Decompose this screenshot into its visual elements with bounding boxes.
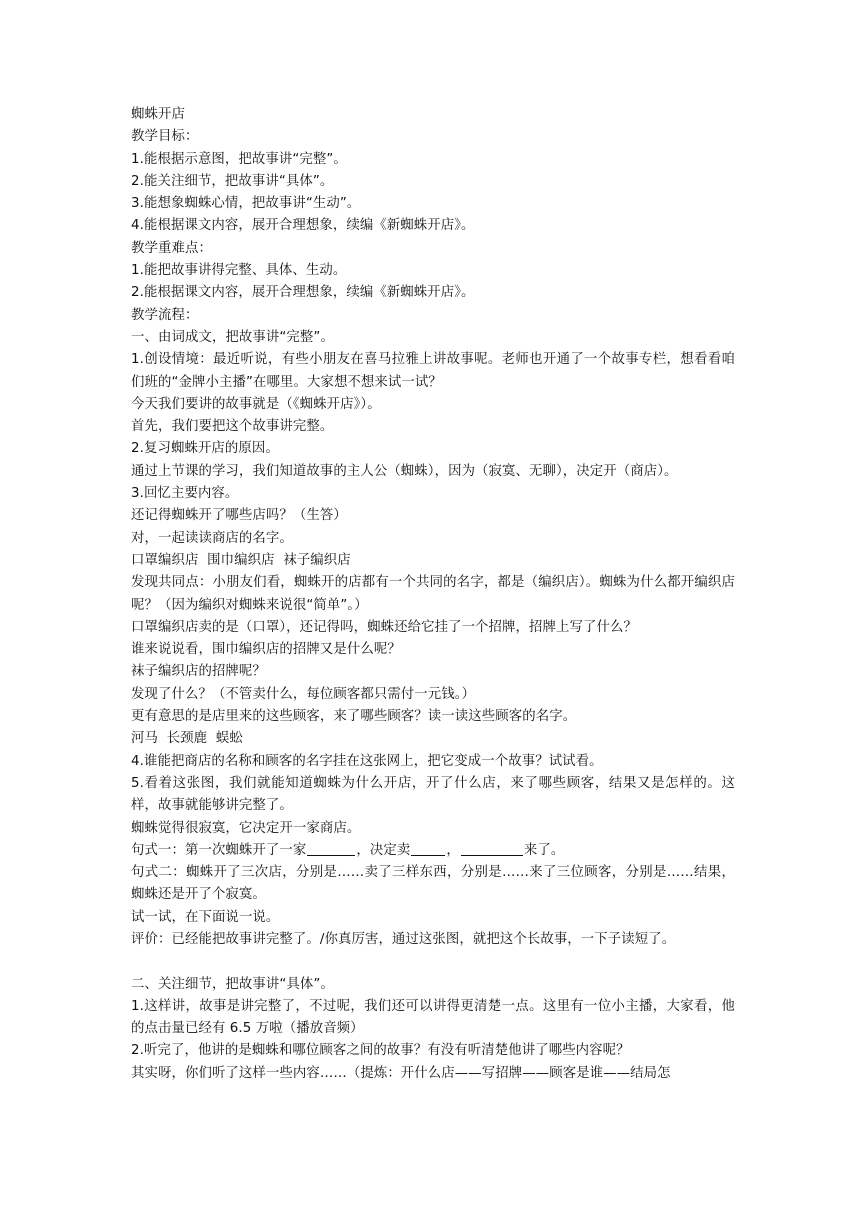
paragraph: 谁来说说看，围巾编织店的招牌又是什么呢？ (131, 642, 401, 658)
sentence-pattern-one (131, 840, 735, 862)
objective-item: 3.能想象蜘蛛心情，把故事讲“生动”。 (131, 196, 361, 212)
paragraph: 通过上节课的学习，我们知道故事的主人公（蜘蛛），因为（寂寞、无聊），决定开（商店）。 (131, 463, 678, 479)
paragraph: 对，一起读读商店的名字。 (131, 530, 293, 546)
keypoint-item: 2.能根据课文内容，展开合理想象，续编《新蜘蛛开店》。 (131, 285, 475, 301)
pattern-text: 来了。 (523, 842, 565, 858)
paragraph: 口罩编织店卖的是（口罩），还记得吗，蜘蛛还给它挂了一个招牌，招牌上写了什么？ (131, 619, 637, 635)
document-body (131, 104, 735, 1085)
fill-blank (461, 841, 523, 856)
paragraph: 更有意思的是店里来的这些顾客，来了哪些顾客？读一读这些顾客的名字。 (131, 709, 577, 725)
process-heading: 教学流程： (131, 307, 199, 323)
paragraph: 4.谁能把商店的名称和顾客的名字挂在这张网上，把它变成一个故事？试试看。 (131, 753, 603, 769)
paragraph: 蜘蛛觉得很寂寞，它决定开一家商店。 (131, 820, 361, 836)
document-title: 蜘蛛开店 (131, 107, 185, 122)
pattern-text: 句式一：第一次蜘蛛开了一家 (131, 842, 307, 858)
paragraph: 发现共同点：小朋友们看，蜘蛛开的店都有一个共同的名字，都是（编织店）。蜘蛛为什么都开编织店呢？（因为编织对蜘蛛来说很“简单”。） (131, 575, 735, 613)
paragraph: 5.看着这张图，我们就能知道蜘蛛为什么开店，开了什么店，来了哪些顾客，结果又是怎样的。这样，故事就能够讲完整了。 (131, 775, 735, 814)
paragraph: 1.这样讲，故事是讲完整了，不过呢，我们还可以讲得更清楚一点。这里有一位小主播，大家看，他的点击量已经有 6.5 万啦（播放音频） (131, 998, 735, 1037)
paragraph: 2.复习蜘蛛开店的原因。 (131, 441, 279, 457)
objective-item: 1.能根据示意图，把故事讲“完整”。 (131, 151, 347, 167)
customer-names: 河马 长颈鹿 蜈蚣 (131, 731, 243, 747)
fill-blank (307, 841, 355, 856)
paragraph: 2.听完了，他讲的是蜘蛛和哪位顾客之间的故事？有没有听清楚他讲了哪些内容呢？ (131, 1043, 630, 1059)
shop-names: 口罩编织店 围巾编织店 袜子编织店 (131, 552, 351, 568)
blank-line (131, 951, 735, 973)
section-heading: 二、关注细节，把故事讲“具体”。 (131, 976, 334, 992)
fill-blank (411, 841, 445, 856)
evaluation: 评价：已经能把故事讲完整了。/你真厉害，通过这张图，就把这个长故事，一下子读短了。 (131, 931, 676, 947)
paragraph: 今天我们要讲的故事就是（《蜘蛛开店》）。 (131, 396, 381, 412)
paragraph: 袜子编织店的招牌呢？ (131, 664, 266, 680)
keypoints-heading: 教学重难点： (131, 240, 212, 256)
pattern-text: ，决定卖 (356, 842, 411, 858)
paragraph: 试一试，在下面说一说。 (131, 909, 280, 925)
paragraph: 首先，我们要把这个故事讲完整。 (131, 419, 334, 435)
paragraph: 还记得蜘蛛开了哪些店吗？（生答） (131, 508, 347, 524)
keypoint-item: 1.能把故事讲得完整、具体、生动。 (131, 263, 347, 279)
paragraph: 发现了什么？（不管卖什么，每位顾客都只需付一元钱。） (131, 686, 476, 702)
section-heading: 一、由词成文，把故事讲“完整”。 (131, 329, 334, 345)
sentence-pattern-two: 句式二：蜘蛛开了三次店，分别是……卖了三样东西，分别是……来了三位顾客，分别是……结果，蜘蛛还是开了个寂寞。 (131, 865, 735, 903)
paragraph: 3.回忆主要内容。 (131, 486, 239, 502)
objective-item: 4.能根据课文内容，展开合理想象，续编《新蜘蛛开店》。 (131, 218, 475, 234)
paragraph: 1.创设情境：最近听说，有些小朋友在喜马拉雅上讲故事呢。老师也开通了一个故事专栏，想看看咱们班的“金牌小主播”在哪里。大家想不想来试一试？ (131, 352, 735, 390)
paragraph: 其实呀，你们听了这样一些内容……（提炼：开什么店——写招牌——顾客是谁——结局怎 (131, 1065, 671, 1081)
objective-item: 2.能关注细节，把故事讲“具体”。 (131, 173, 334, 189)
objectives-heading: 教学目标： (131, 129, 199, 145)
pattern-text: ， (446, 842, 460, 858)
